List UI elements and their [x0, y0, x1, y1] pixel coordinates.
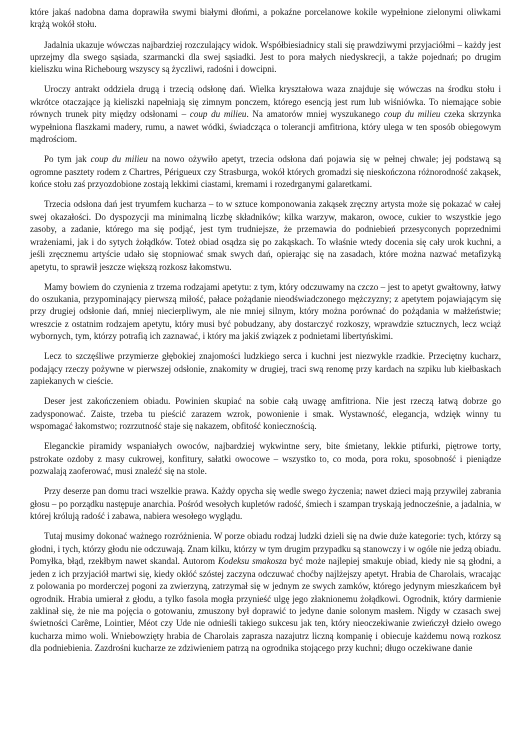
paragraph	[30, 39, 501, 76]
paragraph	[30, 350, 501, 387]
text-run: Uroczy antrakt oddziela drugą i trzecią odsłonę dań. Wielka kryształowa waza znajduje się wówczas na środku stołu i wkrótce otaczające ją kieliszki napełniają się zimnym ponczem, którego esencją jest rum lub wiśniówka. To niemające sobie równych trunek pity między odsłonami –	[30, 84, 501, 120]
italic-text-run: coup du milieu	[90, 154, 148, 165]
text-run: Przy deserze pan domu traci wszelkie prawa. Każdy opycha się wedle swego życzenia; nawet dzieci mają przywilej zabrania głosu – po porządku następuje anarchia. Pośród wesołych kupletów radość, śmiech i szampan tryskają jednocześnie, a jadalnia, w której królują radość i zabawa, nabiera wesołego wyglądu.	[30, 486, 501, 522]
text-run: Po tym jak	[44, 154, 91, 165]
book-page	[30, 6, 501, 662]
text-run: Lecz to szczęśliwe przymierze głębokiej znajomości ludzkiego serca i kuchni jest niezwykle rzadkie. Przeciętny kucharz, podający rzeczy pożywne w pierwszej odsłonie, znakomity w drugiej, traci swą renomę przy kardach na szpiku lub kiełbaskach zapiekanych w cieście.	[30, 351, 501, 387]
text-run: Tutaj musimy dokonać ważnego rozróżnienia. W porze obiadu rodzaj ludzki dzieli się na dwie duże kategorie: tych, którzy są głodni, i tych, którzy głodu nie odczuwają. Znam kilku, którzy w tym drugim przypadku są stanowczy i w ogóle nie jedzą obiadu. Pomyłka, błąd, rzekłbym nawet skandal. Autorom	[30, 531, 501, 567]
text-run: Trzecia odsłona dań jest tryumfem kucharza – to w sztuce komponowania zakąsek zręczny artysta może się pokazać w całej swej okazałości. Do dyspozycji ma minimalną liczbę składników; kilka warzyw, makaron, owoce, cukier to wszystkie jego zasoby, a zadanie, którego ma się podjąć, jest tym trudniejsze, że przemawia do podniebień przesyconych poprzednimi wrażeniami, jak i do sytych żołądków. Toteż obiad osądza się po zakąskach. To właśnie wtedy docenia się cały urok kuchni, a jeśli zręcznemu artyście udało się stopniować smak swych dań, opierając się na zasadach, które można nazwać metafizyką apetytu, to sprawił jeszcze większą rozkosz łakomstwu.	[30, 199, 501, 272]
text-run: czeka skrzynka wypełniona flaszkami madery, rumu, a nawet wódki, świadcząca o tolerancji amfitriona, który ulega w ten sposób obiegowym mądrościom.	[30, 109, 501, 145]
text-run: Eleganckie piramidy wspaniałych owoców, najbardziej wykwintne sery, bite śmietany, lekkie ptifurki, piętrowe torty, pstrokate ozdoby z masy cukrowej, konfitury, sałatki owocowe – wszystko to, co moda, pora roku, sposobność i pieniądze pozwalają zaoferować, musi znaleźć się na stole.	[30, 441, 501, 477]
text-run: które jakaś nadobna dama doprawiła swymi białymi dłońmi, a pokaźne porcelanowe kokile wypełnione zielonymi oliwkami krążą wokół stołu.	[30, 7, 501, 30]
text-run: być może najlepiej smakuje obiad, kiedy nie są głodni, a jeden z ich przyjaciół martwi się, kiedy okłóć szóstej zaczyna odczuwać choćby najlżejszy apetyt. Hrabia de Charolais, wracając z polowania po morderczej pogoni za zwierzyną, zatrzymał się w jednym ze swych zamków, którego jedynym mieszkańcem był ogrodnik. Hrabia umierał z głodu, a tylko fasola mogła przynieść ulgę jego złaknionemu żołądkowi. Ogrodnik, który darmienie zaklinał się, że nie ma pojęcia o gotowaniu, zmuszony był doprawić to jedyne danie solonym masłem. Nigdy w czasach swej świetności Carême, Lointier, Méot czy Ude nie odnieśli takiego sukcesu jak ten, który nieoczekiwanie zwieńczył dzieło owego kucharza mimo woli. Wniebowzięty hrabia de Charolais zaprasza nazajutrz liczną kompanię i obiecuje każdemu nową rozkosz dla podniebienia. Zazdrośni kucharze ze zdziwieniem patrzą na ogrodnika stojącego przy kuchni; długo oczekiwane danie	[30, 556, 502, 654]
italic-text-run: coup du milieu	[383, 109, 441, 120]
paragraph	[30, 153, 501, 190]
paragraph	[30, 485, 501, 522]
italic-text-run: Kodeksu smakosza	[217, 556, 287, 567]
text-run: Mamy bowiem do czynienia z trzema rodzajami apetytu: z tym, który odczuwamy na czczo – jest to apetyt gwałtowny, łatwy do oszukania, przypominający pierwszą miłość, pałace pożądanie nieodświadczonego mężczyzny; z apetytem pojawiającym się przy drugiej odsłonie dań, mniej niecierpliwym, ale nie mniej silnym, który można porównać do pożądania w małżeństwie; wreszcie z ostatnim rodzajem apetytu, który musi być pobudzany, aby dostarczyć rozkoszy, wprawdzie sztucznych, lecz wciąż wybornych, tym, którzy potrafią ich zaznawać, i który ma jakiś związek z podnietami libertyńskimi.	[30, 281, 501, 342]
italic-text-run: coup du milieu	[189, 109, 247, 120]
paragraph	[30, 530, 501, 655]
paragraph	[30, 395, 501, 432]
paragraph	[30, 6, 501, 31]
text-run: . Na amatorów mniej wyszukanego	[246, 109, 384, 120]
paragraph	[30, 198, 501, 273]
paragraph	[30, 440, 501, 477]
text-run: Jadalnia ukazuje wówczas najbardziej rozczulający widok. Współbiesiadnicy stali się prawdziwymi przyjaciółmi – każdy jest uprzejmy dla swego sąsiada, szarmancki dla swej sąsiadki. Jest to pora małych niedyskrecji, a także pojednań; po drugim kieliszku wina Richebourg wszyscy są życzliwi, radośni i dowcipni.	[30, 39, 501, 75]
text-run: na nowo ożywiło apetyt, trzecia odsłona dań pojawia się w pełnej chwale; jej podstawą są ogromne pasztety rodem z Chartres, Périgueux czy Strasburga, wokół których gromadzi się nieskończona różnorodność zakąsek, końce stołu zaś przyozdobione zostają lekkimi ciastami, kremami i rozedrganymi galaretkami.	[30, 154, 501, 190]
paragraph	[30, 281, 501, 343]
text-run: Deser jest zakończeniem obiadu. Powinien skupiać na sobie całą uwagę amfitriona. Nie jest rzeczą łatwą dobrze go zadysponować. Zaiste, trzeba tu pieścić zarazem wzrok, powonienie i smak. Wystawność, elegancja, wdzięk winny tu wspomagać łakomstwo; rozrzutność staje się nakazem, obfitość koniecznością.	[30, 396, 501, 432]
paragraph	[30, 83, 501, 145]
